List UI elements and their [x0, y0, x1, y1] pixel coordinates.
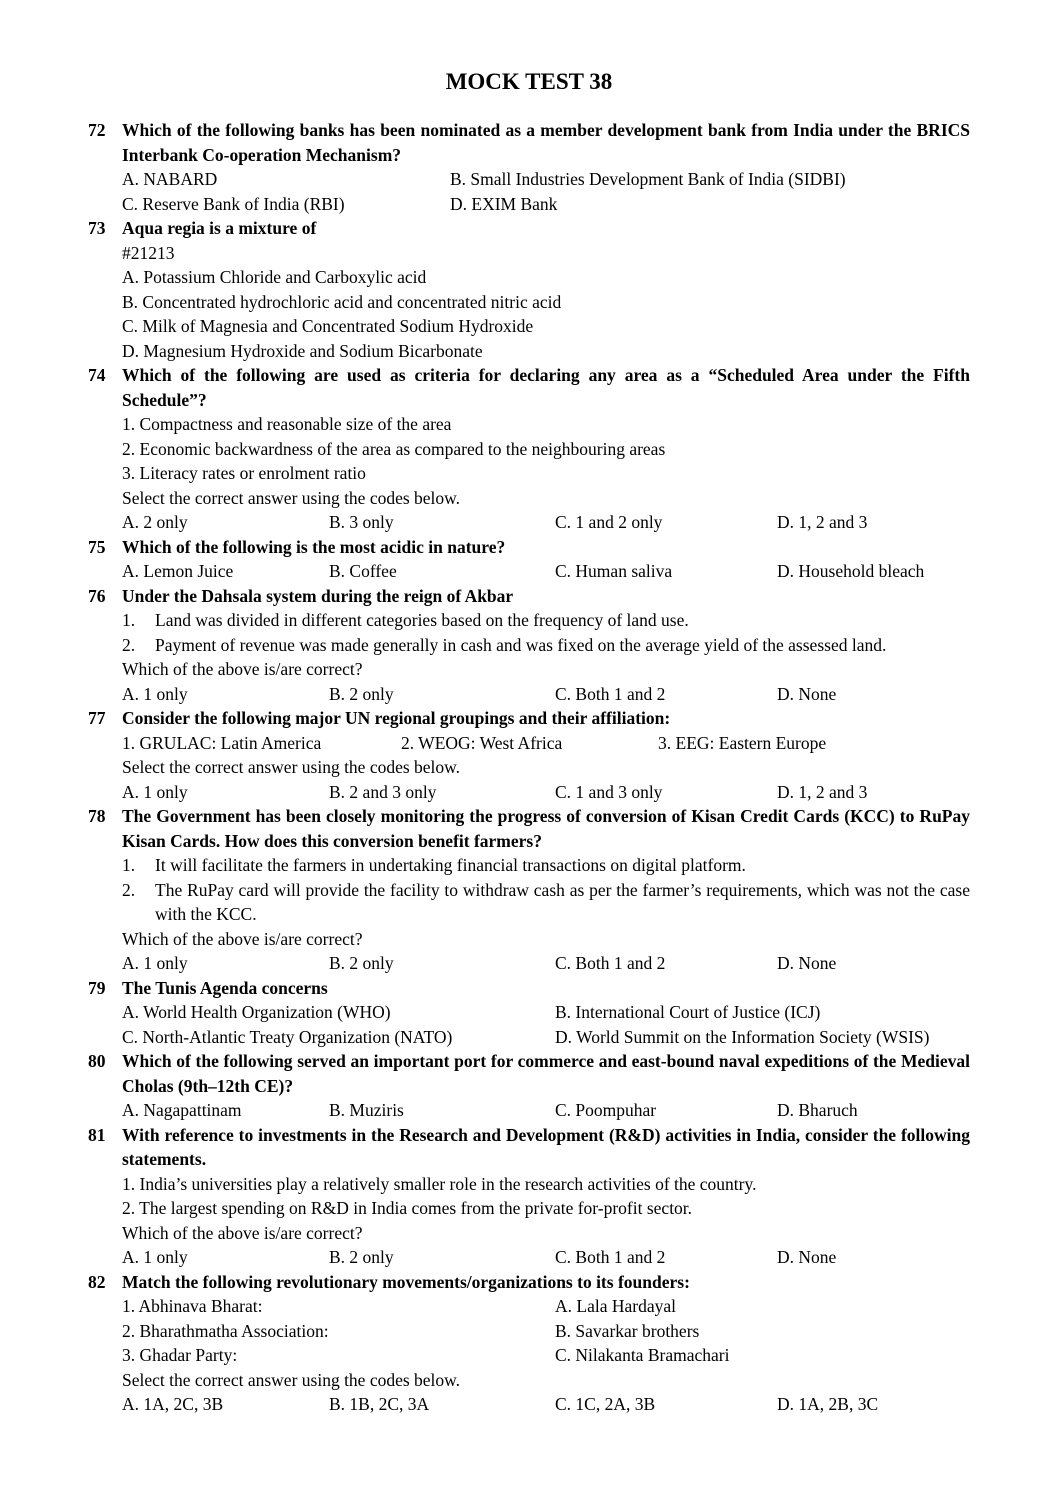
- option-b: B. 2 only: [329, 683, 394, 704]
- option-b: B. Concentrated hydrochloric acid and concentrated nitric acid: [122, 291, 562, 312]
- statement-1: 1. Compactness and reasonable size of the area: [122, 414, 452, 434]
- options-grid: [122, 559, 970, 584]
- question-title: Which of the following banks has been nominated as a member development bank from India under the BRICS Interbank Co-operation Mechanism?: [122, 120, 970, 165]
- statement-2: 2. Economic backwardness of the area as compared to the neighbouring areas: [122, 438, 666, 459]
- option-c: C. Poompuhar: [555, 1100, 657, 1120]
- question-73: [88, 216, 970, 363]
- option-b: B. Small Industries Development Bank of India (SIDBI): [450, 169, 846, 189]
- option-a: A. 1A, 2C, 3B: [122, 1394, 224, 1414]
- options-grid: [122, 510, 970, 535]
- options-grid: [122, 1000, 970, 1049]
- statement-text: It will facilitate the farmers in undertaking financial transactions on digital platform.: [155, 855, 746, 875]
- question-number: 74: [88, 365, 106, 385]
- statement-3: 3. Literacy rates or enrolment ratio: [122, 463, 366, 483]
- match-right: A. Lala Hardayal: [555, 1296, 676, 1316]
- question-number: 73: [88, 218, 106, 238]
- question-80: [88, 1049, 970, 1123]
- option-a: A. Lemon Juice: [122, 561, 234, 581]
- question-number: 80: [88, 1051, 106, 1071]
- match-right: B. Savarkar brothers: [555, 1320, 700, 1341]
- option-d: D. Magnesium Hydroxide and Sodium Bicarbonate: [122, 340, 483, 361]
- option-c: C. 1 and 3 only: [555, 781, 663, 802]
- option-a: A. 1 only: [122, 1247, 188, 1267]
- option-d: D. World Summit on the Information Society (WSIS): [555, 1026, 930, 1047]
- option-d: D. 1, 2 and 3: [777, 781, 868, 802]
- option-c: C. Both 1 and 2: [555, 1247, 666, 1267]
- question-title: Which of the following is the most acidic in nature?: [122, 536, 506, 557]
- match-left: 1. Abhinava Bharat:: [122, 1296, 263, 1316]
- option-d: D. None: [777, 1247, 837, 1267]
- question-81: [88, 1123, 970, 1270]
- option-c: C. Both 1 and 2: [555, 953, 666, 973]
- option-c: C. Human saliva: [555, 561, 673, 581]
- question-number: 76: [88, 585, 106, 606]
- option-c: C. 1C, 2A, 3B: [555, 1394, 656, 1414]
- statement-text: The RuPay card will provide the facility to withdraw cash as per the farmer’s requirements, which was not the case with the KCC.: [155, 879, 970, 924]
- options-grid: [122, 682, 970, 707]
- question-title: Aqua regia is a mixture of: [122, 218, 317, 238]
- select-note: Select the correct answer using the codes below.: [122, 487, 461, 508]
- statement-num: 1.: [122, 610, 136, 630]
- select-note: Select the correct answer using the codes below.: [122, 757, 461, 777]
- question-title: Under the Dahsala system during the reign of Akbar: [122, 585, 514, 606]
- question-title: The Tunis Agenda concerns: [122, 977, 328, 998]
- option-c: C. Reserve Bank of India (RBI): [122, 193, 345, 214]
- statement-1: 1. India’s universities play a relatively smaller role in the research activities of the country.: [122, 1173, 757, 1194]
- options-grid: [122, 780, 970, 805]
- option-c: C. 1 and 2 only: [555, 512, 663, 532]
- options-grid: [122, 1392, 970, 1417]
- statement-3: 3. EEG: Eastern Europe: [658, 732, 827, 753]
- option-a: A. Nagapattinam: [122, 1100, 242, 1120]
- question-title: Which of the following are used as criteria for declaring any area as a “Scheduled Area under the Fifth Schedule”?: [122, 365, 970, 410]
- option-b: B. Coffee: [329, 561, 397, 581]
- question-number: 75: [88, 536, 106, 557]
- options-grid: [122, 1098, 970, 1123]
- option-d: D. None: [777, 953, 837, 973]
- option-b: B. 3 only: [329, 512, 394, 532]
- question-72: [88, 118, 970, 216]
- options-grid: [122, 951, 970, 976]
- option-b: B. 2 and 3 only: [329, 781, 437, 802]
- question-number: 78: [88, 806, 106, 826]
- inline-statements: [122, 731, 970, 756]
- option-d: D. 1, 2 and 3: [777, 512, 868, 532]
- option-d: D. 1A, 2B, 3C: [777, 1394, 879, 1414]
- statement-2: 2. WEOG: West Africa: [401, 732, 563, 753]
- match-right: C. Nilakanta Bramachari: [555, 1345, 730, 1365]
- option-b: B. 2 only: [329, 1247, 394, 1267]
- option-a: A. 2 only: [122, 512, 188, 532]
- statement-num: 1.: [122, 855, 136, 875]
- which-note: Which of the above is/are correct?: [122, 1222, 363, 1243]
- option-a: A. Potassium Chloride and Carboxylic acid: [122, 267, 427, 287]
- option-a: A. 1 only: [122, 683, 188, 704]
- match-left: 2. Bharathmatha Association:: [122, 1320, 329, 1341]
- option-a: A. World Health Organization (WHO): [122, 1002, 391, 1022]
- statement-text: Land was divided in different categories based on the frequency of land use.: [155, 610, 689, 630]
- option-b: B. Muziris: [329, 1100, 404, 1120]
- question-75: [88, 535, 970, 584]
- question-title: Which of the following served an important port for commerce and east-bound naval expeditions of the Medieval Cholas (9th–12th CE)?: [122, 1051, 970, 1096]
- statement-num: 2.: [122, 634, 136, 655]
- match-row-1: [122, 1294, 970, 1319]
- question-82: [88, 1270, 970, 1417]
- which-note: Which of the above is/are correct?: [122, 928, 363, 949]
- question-79: [88, 976, 970, 1050]
- option-a: A. 1 only: [122, 781, 188, 802]
- question-title: Consider the following major UN regional groupings and their affiliation:: [122, 708, 671, 728]
- question-number: 77: [88, 708, 106, 728]
- statement-1: [122, 608, 970, 633]
- option-d: D. Household bleach: [777, 561, 925, 581]
- option-d: D. Bharuch: [777, 1100, 858, 1120]
- question-78: [88, 804, 970, 976]
- option-a: A. 1 only: [122, 953, 188, 973]
- match-left: 3. Ghadar Party:: [122, 1345, 238, 1365]
- option-c: C. North-Atlantic Treaty Organization (NATO): [122, 1026, 453, 1047]
- which-note: Which of the above is/are correct?: [122, 659, 363, 679]
- question-76: [88, 584, 970, 707]
- statement-1: [122, 853, 970, 878]
- statement-num: 2.: [122, 879, 136, 900]
- statement-1: 1. GRULAC: Latin America: [122, 732, 322, 753]
- question-title: With reference to investments in the Research and Development (R&D) activities in India, consider the following statements.: [122, 1124, 970, 1169]
- question-number: 72: [88, 120, 106, 140]
- page-title: MOCK TEST 38: [445, 69, 613, 94]
- options-grid: [122, 1245, 970, 1270]
- option-b: B. 1B, 2C, 3A: [329, 1394, 430, 1414]
- match-row-2: [122, 1319, 970, 1344]
- option-d: D. None: [777, 683, 837, 704]
- match-row-3: [122, 1343, 970, 1368]
- option-b: B. International Court of Justice (ICJ): [555, 1002, 821, 1022]
- statement-2: [122, 878, 970, 927]
- question-74: [88, 363, 970, 535]
- question-number: 82: [88, 1271, 106, 1292]
- option-c: C. Both 1 and 2: [555, 683, 666, 704]
- option-a: A. NABARD: [122, 169, 218, 189]
- question-number: 79: [88, 977, 106, 998]
- option-b: B. 2 only: [329, 953, 394, 973]
- question-title: Match the following revolutionary movements/organizations to its founders:: [122, 1271, 690, 1292]
- question-code: #21213: [122, 242, 175, 263]
- select-note: Select the correct answer using the codes below.: [122, 1369, 461, 1390]
- question-number: 81: [88, 1124, 106, 1145]
- question-title: The Government has been closely monitoring the progress of conversion of Kisan Credit Cards (KCC) to RuPay Kisan Cards. How does this conversion benefit farmers?: [122, 806, 970, 851]
- questions-list: [0, 118, 1058, 1417]
- statement-text: Payment of revenue was made generally in cash and was fixed on the average yield of the assessed land.: [155, 634, 887, 655]
- option-c: C. Milk of Magnesia and Concentrated Sodium Hydroxide: [122, 316, 534, 336]
- options-grid: [122, 167, 970, 216]
- statement-2: [122, 633, 970, 658]
- question-77: [88, 706, 970, 804]
- statement-2: 2. The largest spending on R&D in India comes from the private for-profit sector.: [122, 1198, 693, 1218]
- option-d: D. EXIM Bank: [450, 193, 558, 214]
